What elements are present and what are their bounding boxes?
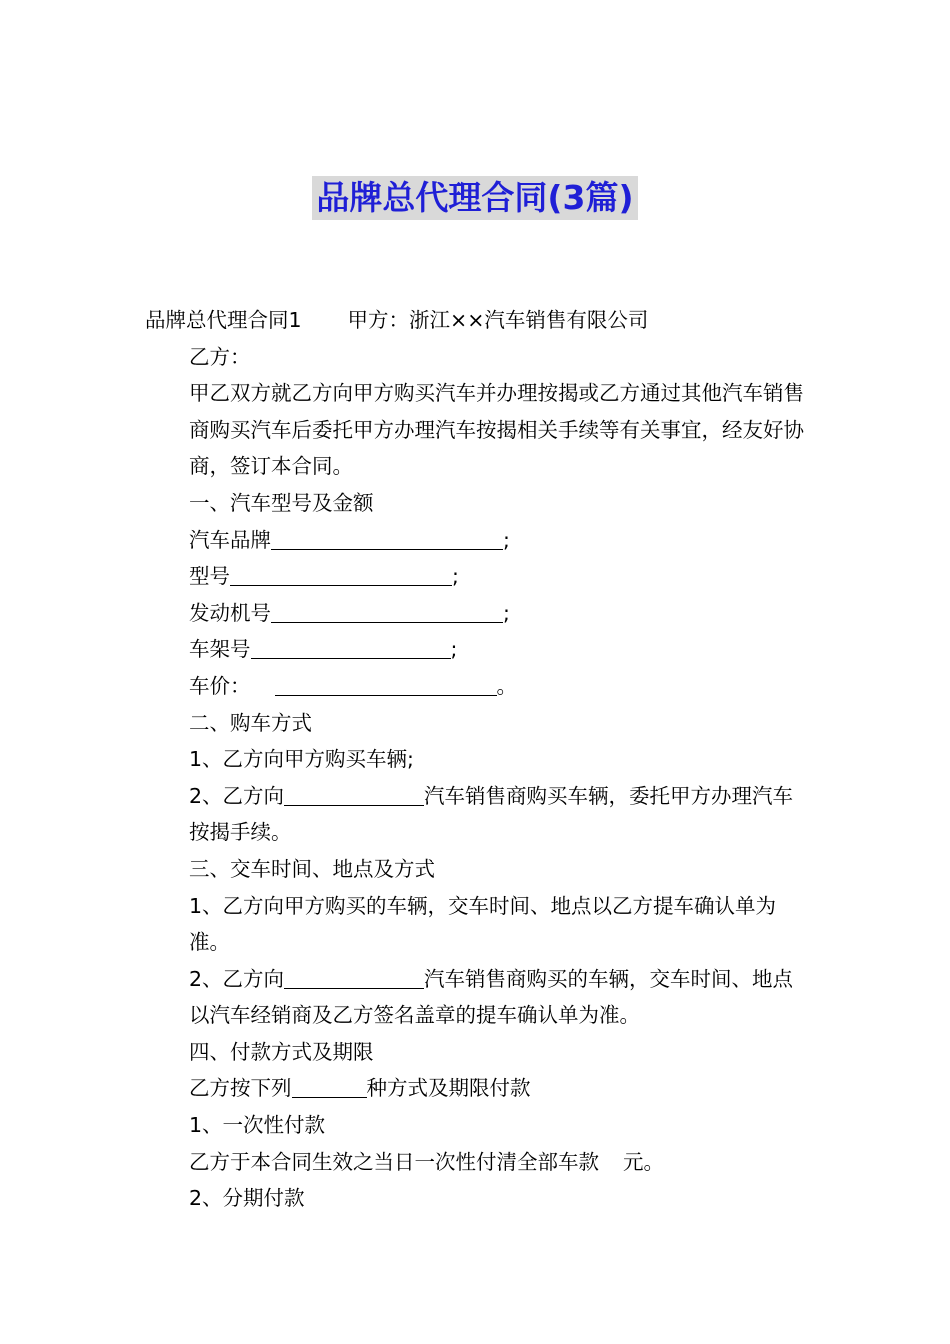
model-field: 型号 ; [145,558,810,595]
section2-title: 二、购车方式 [189,710,312,735]
document-title: 品牌总代理合同(3篇) [312,176,637,220]
section2-item1: 1、乙方向甲方购买车辆; [189,747,414,772]
payment-method: 乙方按下列 种方式及期限付款 [145,1070,810,1107]
lump-sum-text: 乙方于本合同生效之当日一次性付清全部车款 元。 [189,1149,664,1174]
document-body [145,302,810,1217]
section3-item2: 2、乙方向 汽车销售商购买的车辆，交车时间、地点以汽车经销商及乙方签名盖章的提车确认单为准。 [145,961,810,1034]
section1-title: 一、汽车型号及金额 [189,490,374,515]
section2-item2: 2、乙方向 汽车销售商购买车辆，委托甲方办理汽车按揭手续。 [145,778,810,851]
section3-title: 三、交车时间、地点及方式 [189,856,435,881]
model-blank [230,561,452,586]
installment-title: 2、分期付款 [189,1186,305,1211]
brand-field: 汽车品牌 ; [145,522,810,559]
method-blank [292,1073,367,1098]
price-field: 车价： 。 [145,668,810,705]
frame-field: 车架号 ; [145,631,810,668]
engine-field: 发动机号 ; [145,595,810,632]
section4-title: 四、付款方式及期限 [189,1039,374,1064]
engine-label: 发动机号 [189,600,271,625]
brand-label: 汽车品牌 [189,527,271,552]
frame-blank [251,634,451,659]
party-a: 甲方：浙江××汽车销售有限公司 [347,308,649,332]
lump-sum-title: 1、一次性付款 [189,1113,326,1138]
title-container [0,176,950,220]
contract-heading: 品牌总代理合同1 [145,308,302,332]
intro-paragraph: 甲乙双方就乙方向甲方购买汽车并办理按揭或乙方通过其他汽车销售商购买汽车后委托甲方办理汽车按揭相关手续等有关事宜，经友好协商，签订本合同。 [189,381,804,479]
contract-heading-line [145,302,810,339]
dealer-blank-2 [284,964,424,989]
engine-blank [271,598,503,623]
price-label: 车价： [189,673,251,698]
price-blank [275,671,497,696]
section3-item1: 1、乙方向甲方购买的车辆，交车时间、地点以乙方提车确认单为准。 [189,893,777,955]
brand-blank [271,525,503,550]
frame-label: 车架号 [189,637,251,662]
model-label: 型号 [189,564,230,589]
party-b: 乙方： [189,344,251,369]
dealer-blank [284,781,424,806]
